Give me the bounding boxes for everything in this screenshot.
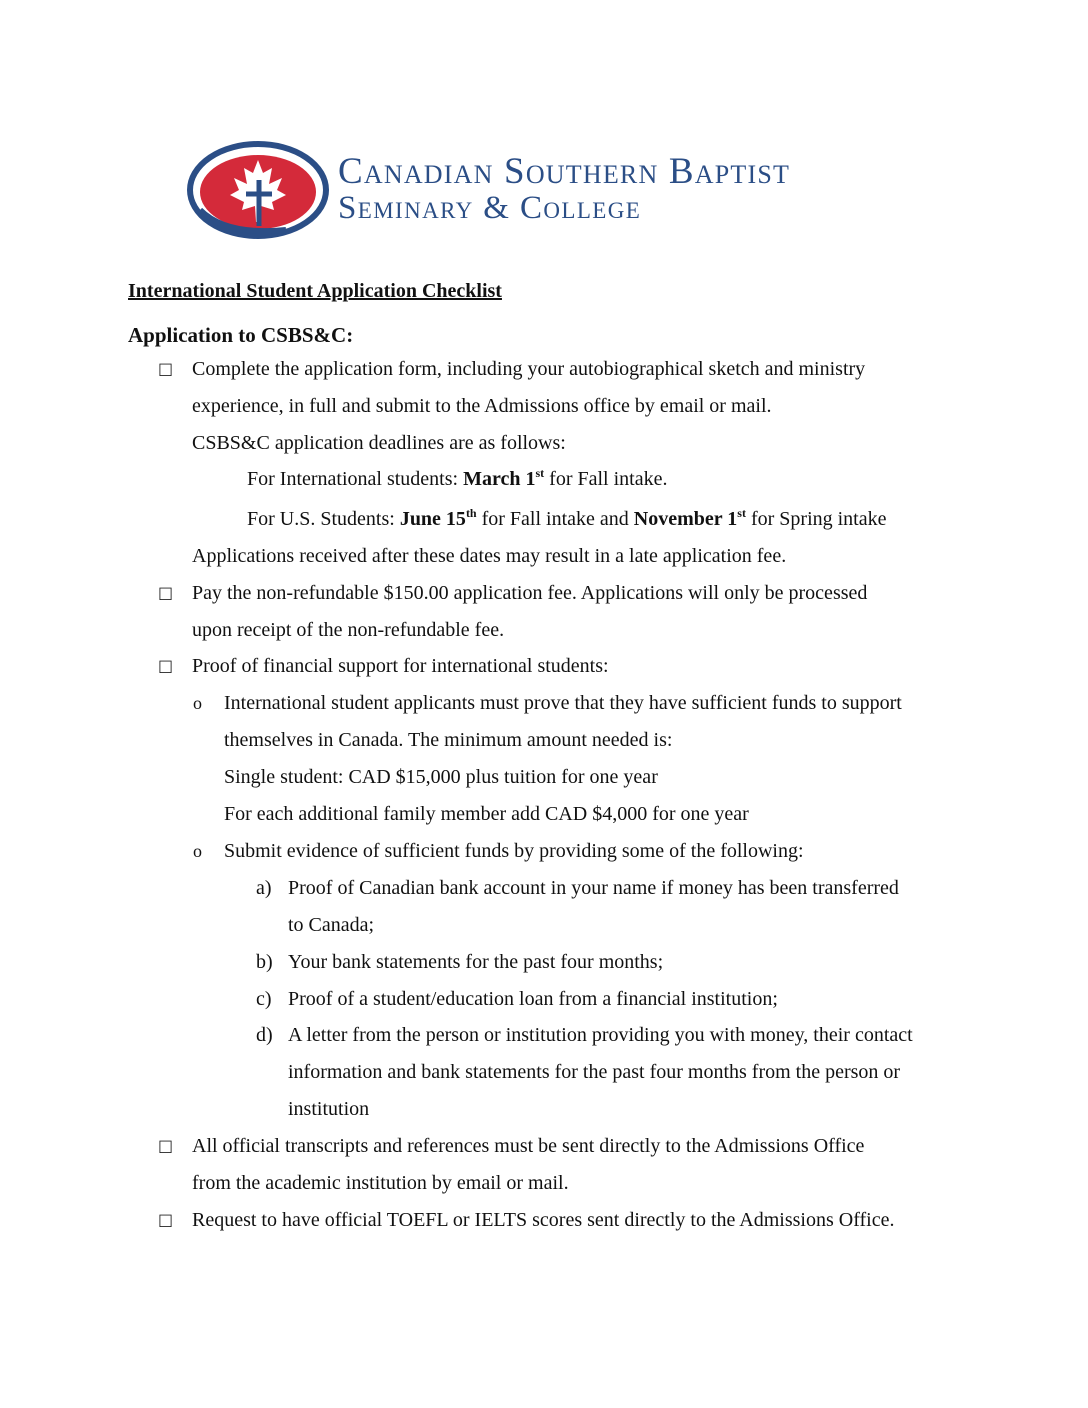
logo-text-line2: Seminary & College [338,190,642,226]
maple-leaf-cross-emblem [186,140,332,240]
deadline-international [247,467,667,493]
item3-sub1-line4: For each additional family member add CAD $4,000 for one year [224,803,749,825]
section-heading: Application to CSBS&C: [128,323,354,347]
list-item-c-line1: Proof of a student/education loan from a financial institution; [288,988,778,1010]
list-item-d-line3: institution [288,1098,370,1120]
deadline-us-sup1: th [465,506,477,520]
seminary-logo [186,140,906,240]
deadline-us [247,507,887,533]
deadline-us-sup2: st [737,506,746,520]
item1-line6: Applications received after these dates may result in a late application fee. [192,545,787,567]
item4-line2: from the academic institution by email or mail. [192,1172,569,1194]
item1-line3: CSBS&C application deadlines are as follows: [192,432,566,454]
bullet-icon: o [193,693,202,713]
checkbox-icon[interactable]: □ [158,656,174,675]
item3-line1: Proof of financial support for international students: [192,655,609,677]
item4-line1: All official transcripts and references must be sent directly to the Admissions Office [192,1135,865,1157]
item3-sub1-line3: Single student: CAD $15,000 plus tuition for one year [224,766,658,788]
deadline-us-mid: for Fall intake and [476,508,634,530]
list-item-b-line1: Your bank statements for the past four months; [288,951,664,973]
list-label-b: b) [256,951,273,973]
list-label-c: c) [256,988,272,1010]
list-item-d-line2: information and bank statements for the past four months from the person or [288,1061,901,1083]
checkbox-icon[interactable]: □ [158,583,174,602]
item5-line1: Request to have official TOEFL or IELTS scores sent directly to the Admissions Office. [192,1209,895,1231]
logo-text-line1: Canadian Southern Baptist [338,151,791,192]
item3-sub1-line1: International student applicants must prove that they have sufficient funds to support [224,692,902,714]
item2-line2: upon receipt of the non-refundable fee. [192,619,505,641]
deadline-us-date2: November 1 [633,508,738,530]
list-item-a-line1: Proof of Canadian bank account in your name if money has been transferred [288,877,899,899]
list-item-d-line1: A letter from the person or institution providing you with money, their contact [288,1024,913,1046]
bullet-icon: o [193,841,202,861]
list-label-a: a) [256,877,272,899]
item3-sub2-line1: Submit evidence of sufficient funds by providing some of the following: [224,840,804,862]
page-title: International Student Application Checklist [128,280,502,302]
list-label-d: d) [256,1024,273,1046]
deadline-intl-date: March 1 [463,468,536,490]
item3-sub1-line2: themselves in Canada. The minimum amount needed is: [224,729,673,751]
deadline-intl-sup: st [535,466,545,480]
list-item-a-line2: to Canada; [288,914,375,936]
deadline-intl-prefix: For International students: [247,468,464,490]
deadline-intl-suffix: for Fall intake. [544,468,668,490]
item1-line1: Complete the application form, including your autobiographical sketch and ministry [192,358,866,380]
deadline-us-date1: June 15 [399,508,466,530]
checkbox-icon[interactable]: □ [158,1210,174,1229]
deadline-us-prefix: For U.S. Students: [247,508,400,530]
checkbox-icon[interactable]: □ [158,359,174,378]
item1-line2: experience, in full and submit to the Admissions office by email or mail. [192,395,772,417]
checkbox-icon[interactable]: □ [158,1136,174,1155]
item2-line1: Pay the non-refundable $150.00 application fee. Applications will only be processed [192,582,868,604]
deadline-us-suffix: for Spring intake [745,508,887,530]
